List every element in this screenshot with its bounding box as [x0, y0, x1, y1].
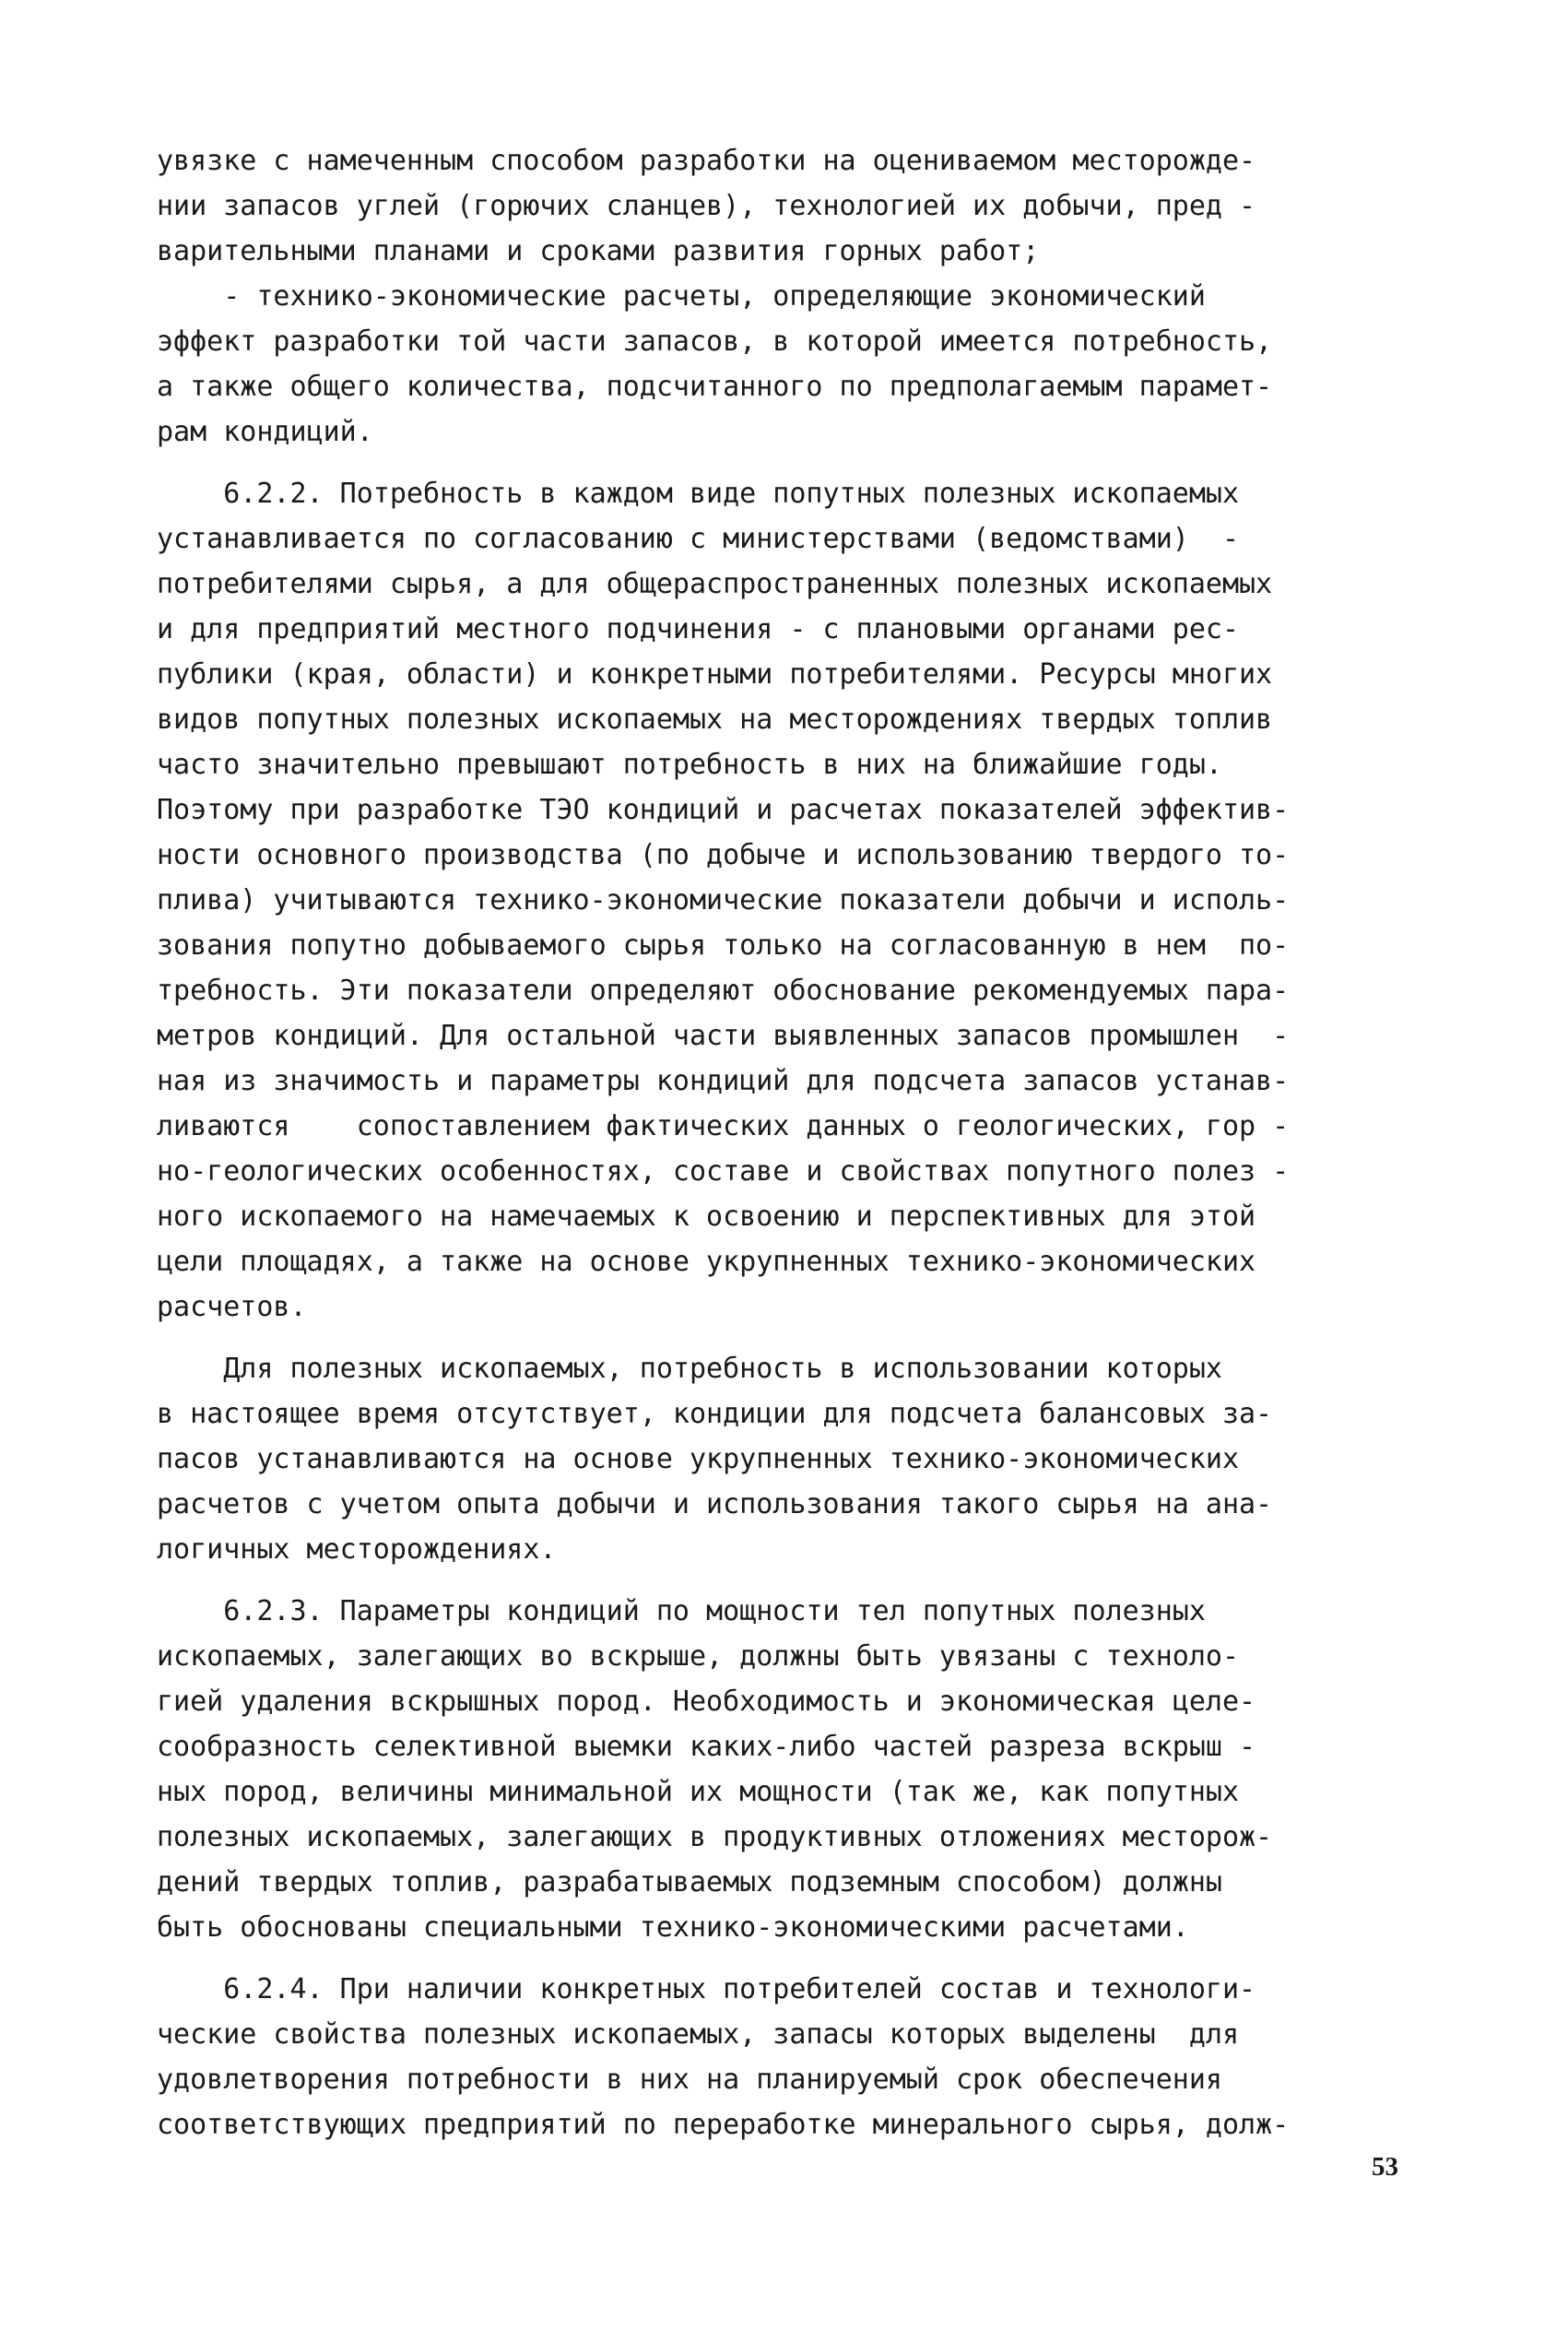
text-line: потребителями сырья, а для общераспространенных полезных ископаемых	[157, 568, 1273, 600]
text-line: ливаются сопоставлением фактических данных о геологических, гор -	[157, 1110, 1290, 1142]
text-line: логичных месторождениях.	[157, 1533, 557, 1566]
text-line: соответствующих предприятий по переработке минерального сырья, долж-	[157, 2109, 1290, 2141]
text-line: 6.2.3. Параметры кондиций по мощности тел попутных полезных	[157, 1595, 1206, 1627]
text-line: быть обоснованы специальными технико-экономическими расчетами.	[157, 1911, 1189, 1944]
text-line: видов попутных полезных ископаемых на месторождениях твердых топлив	[157, 704, 1273, 736]
paragraph-no-demand	[157, 1346, 1429, 1572]
text-line: плива) учитываются технико-экономические показатели добычи и исполь-	[157, 884, 1290, 917]
text-line: ности основного производства (по добыче и использованию твердого то-	[157, 839, 1290, 871]
text-line: ная из значимость и параметры кондиций для подсчета запасов устанав-	[157, 1065, 1290, 1097]
text-line: устанавливается по согласованию с министерствами (ведомствами) -	[157, 523, 1239, 555]
text-line: ческие свойства полезных ископаемых, запасы которых выделены для	[157, 2018, 1239, 2051]
text-line: гией удаления вскрышных пород. Необходимость и экономическая целе-	[157, 1685, 1256, 1718]
paragraph-continuation	[157, 138, 1429, 455]
text-line: публики (края, области) и конкретными потребителями. Ресурсы многих	[157, 658, 1273, 691]
text-line: удовлетворения потребности в них на планируемый срок обеспечения	[157, 2064, 1222, 2096]
paragraph-6-2-4	[157, 1967, 1429, 2147]
text-line: полезных ископаемых, залегающих в продуктивных отложениях месторож-	[157, 1821, 1273, 1853]
text-line: пасов устанавливаются на основе укрупненных технико-экономических	[157, 1443, 1239, 1475]
text-line: расчетов с учетом опыта добычи и использования такого сырья на ана-	[157, 1488, 1273, 1520]
text-line: цели площадях, а также на основе укрупненных технико-экономических	[157, 1246, 1256, 1278]
text-line: расчетов.	[157, 1291, 307, 1323]
text-line: метров кондиций. Для остальной части выявленных запасов промышлен -	[157, 1020, 1290, 1052]
text-line: рам кондиций.	[157, 416, 373, 448]
text-line: ных пород, величины минимальной их мощности (так же, как попутных	[157, 1776, 1239, 1808]
text-line: зования попутно добываемого сырья только на согласованную в нем по-	[157, 929, 1290, 962]
text-line: часто значительно превышают потребность в них на ближайшие годы.	[157, 749, 1222, 781]
text-line: Поэтому при разработке ТЭО кондиций и расчетах показателей эффектив-	[157, 794, 1290, 826]
text-line: но-геологических особенностях, составе и свойствах попутного полез -	[157, 1155, 1290, 1188]
text-line: Для полезных ископаемых, потребность в использовании которых	[157, 1353, 1222, 1385]
text-line: увязке с намеченным способом разработки на оцениваемом месторожде-	[157, 145, 1256, 177]
text-line: - технико-экономические расчеты, определяющие экономический	[157, 280, 1206, 313]
paragraph-6-2-2	[157, 471, 1429, 1330]
text-line: в настоящее время отсутствует, кондиции для подсчета балансовых за-	[157, 1398, 1273, 1430]
text-line: требность. Эти показатели определяют обоснование рекомендуемых пара-	[157, 975, 1290, 1007]
paragraph-6-2-3	[157, 1589, 1429, 1950]
text-line: нии запасов углей (горючих сланцев), технологией их добычи, пред -	[157, 190, 1256, 222]
text-line: ного ископаемого на намечаемых к освоению и перспективных для этой	[157, 1200, 1256, 1233]
text-line: варительными планами и сроками развития горных работ;	[157, 235, 1040, 267]
text-line: ископаемых, залегающих во вскрыше, должны быть увязаны с техноло-	[157, 1640, 1239, 1673]
body-text	[157, 138, 1429, 2164]
text-line: и для предприятий местного подчинения - с плановыми органами рес-	[157, 613, 1239, 645]
text-line: 6.2.2. Потребность в каждом виде попутных полезных ископаемых	[157, 478, 1239, 510]
text-line: 6.2.4. При наличии конкретных потребителей состав и технологи-	[157, 1973, 1256, 2005]
page-number: 53	[1372, 2152, 1398, 2182]
text-line: эффект разработки той части запасов, в которой имеется потребность,	[157, 325, 1273, 358]
text-line: дений твердых топлив, разрабатываемых подземным способом) должны	[157, 1866, 1222, 1898]
text-line: а также общего количества, подсчитанного по предполагаемым парамет-	[157, 371, 1273, 403]
text-line: сообразность селективной выемки каких-либо частей разреза вскрыш -	[157, 1731, 1256, 1763]
